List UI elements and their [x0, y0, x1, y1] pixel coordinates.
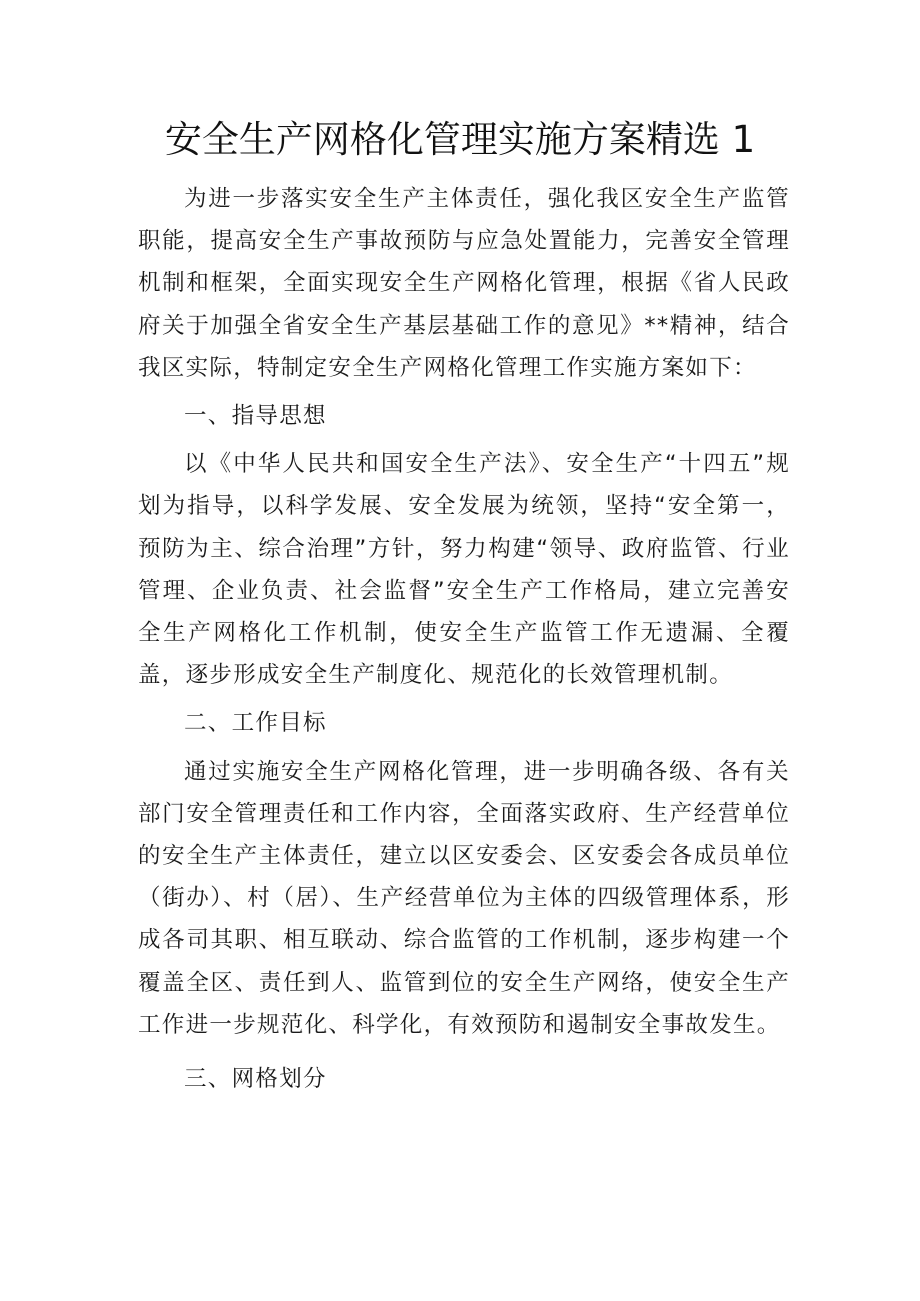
- intro-paragraph: 为进一步落实安全生产主体责任，强化我区安全生产监管职能，提高安全生产事故预防与应急处置能力，完善安全管理机制和框架，全面实现安全生产网格化管理，根据《省人民政府关于加强全省安全生产基层基础工作的意见》**精神，结合我区实际，特制定安全生产网格化管理工作实施方案如下：: [138, 186, 790, 381]
- section-heading-guiding-ideology: 一、指导思想: [184, 403, 327, 430]
- document-body: [138, 178, 790, 1100]
- section-body-guiding-ideology: 以《中华人民共和国安全生产法》、安全生产“十四五”规划为指导，以科学发展、安全发展为统领，坚持“安全第一，预防为主、综合治理”方针，努力构建“领导、政府监管、行业管理、企业负责、社会监督”安全生产工作格局，建立完善安全生产网格化工作机制，使安全生产监管工作无遗漏、全覆盖，逐步形成安全生产制度化、规范化的长效管理机制。: [138, 451, 790, 689]
- section-heading-work-goals: 二、工作目标: [184, 710, 327, 737]
- section-body-work-goals: 通过实施安全生产网格化管理，进一步明确各级、各有关部门安全管理责任和工作内容，全面落实政府、生产经营单位的安全生产主体责任，建立以区安委会、区安委会各成员单位（街办）、村（居）、生产经营单位为主体的四级管理体系，形成各司其职、相互联动、综合监管的工作机制，逐步构建一个覆盖全区、责任到人、监管到位的安全生产网络，使安全生产工作进一步规范化、科学化，有效预防和遏制安全事故发生。: [138, 758, 790, 1038]
- document-title: 安全生产网格化管理实施方案精选 1: [164, 118, 756, 161]
- section-heading-grid-division: 三、网格划分: [184, 1066, 327, 1093]
